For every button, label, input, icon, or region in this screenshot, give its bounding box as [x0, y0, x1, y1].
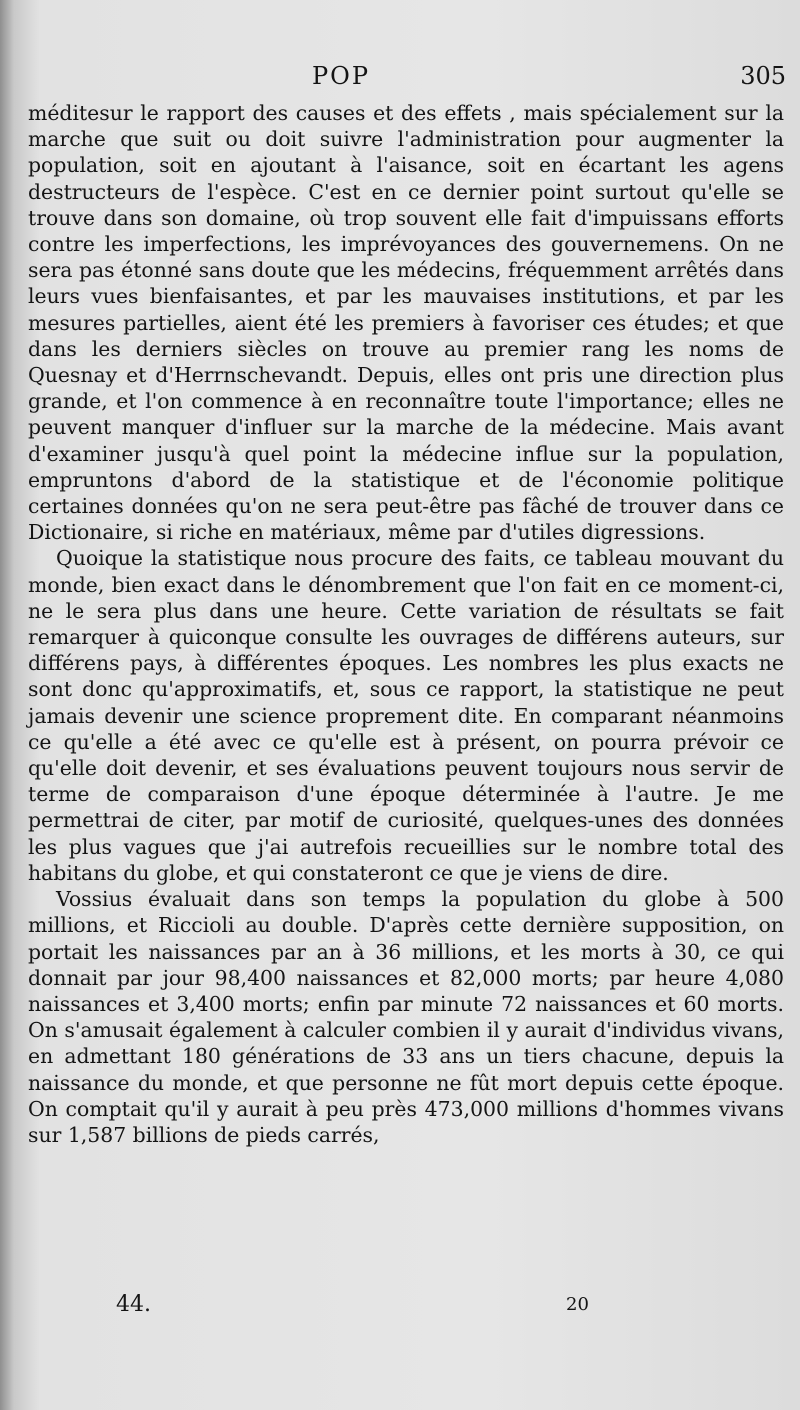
page-footer: [0, 1292, 800, 1324]
paragraph-2: Quoique la statistique nous procure des faits, ce tableau mouvant du monde, bien exact dans le dénombrement que l'on fait en ce moment-ci, ne le sera plus dans une heure. Cette variation de résultats se fait remarquer à quiconque consulte les ouvrages de différens auteurs, sur différens pays, à différentes époques. Les nombres les plus exacts ne sont donc qu'approximatifs, et, sous ce rapport, la statistique ne peut jamais devenir une science proprement dite. En comparant néanmoins ce qu'elle a été avec ce qu'elle est à présent, on pourra prévoir ce qu'elle doit devenir, et ses évaluations peuvent toujours nous servir de terme de comparaison d'une époque déterminée à l'autre. Je me permettrai de citer, par motif de curiosité, quelques-unes des données les plus vagues que j'ai autrefois recueillies sur le nombre total des habitans du globe, et qui constateront ce que je viens de dire.: [28, 546, 784, 885]
paragraph-1: méditesur le rapport des causes et des effets , mais spécialement sur la marche que suit ou doit suivre l'administration pour augmenter la population, soit en ajoutant à l'aisance, soit en écartant les agens destructeurs de l'espèce. C'est en ce dernier point surtout qu'elle se trouve dans son domaine, où trop souvent elle fait d'impuissans efforts contre les imperfections, les imprévoyances des gouvernemens. On ne sera pas étonné sans doute que les médecins, fréquemment arrêtés dans leurs vues bienfaisantes, et par les mauvaises institutions, et par les mesures partielles, aient été les premiers à favoriser ces études; et que dans les derniers siècles on trouve au premier rang les noms de Quesnay et d'Herrnschevandt. Depuis, elles ont pris une direction plus grande, et l'on commence à en reconnaître toute l'importance; elles ne peuvent manquer d'influer sur la marche de la médecine. Mais avant d'examiner jusqu'à quel point la médecine influe sur la population, empruntons d'abord de la statistique et de l'économie politique certaines données qu'on ne sera peut-être pas fâché de trouver dans ce Dictionaire, si riche en matériaux, même par d'utiles digressions.: [28, 101, 784, 545]
running-head: POP: [312, 62, 370, 90]
gathering-number: 20: [566, 1294, 589, 1315]
paragraph-3: Vossius évaluait dans son temps la population du globe à 500 millions, et Riccioli au double. D'après cette dernière supposition, on portait les naissances par an à 36 millions, et les morts à 30, ce qui donnait par jour 98,400 naissances et 82,000 morts; par heure 4,080 naissances et 3,400 morts; enfin par minute 72 naissances et 60 morts. On s'amusait également à calculer combien il y aurait d'individus vivans, en admettant 180 générations de 33 ans un tiers chacune, depuis la naissance du monde, et que personne ne fût mort depuis cette époque. On comptait qu'il y aurait à peu près 473,000 millions d'hommes vivans sur 1,587 billions de pieds carrés,: [28, 887, 784, 1147]
body-text: [28, 100, 784, 1148]
signature-mark: 44.: [116, 1292, 151, 1317]
page-number: 305: [740, 62, 786, 90]
page-header: [0, 62, 800, 102]
